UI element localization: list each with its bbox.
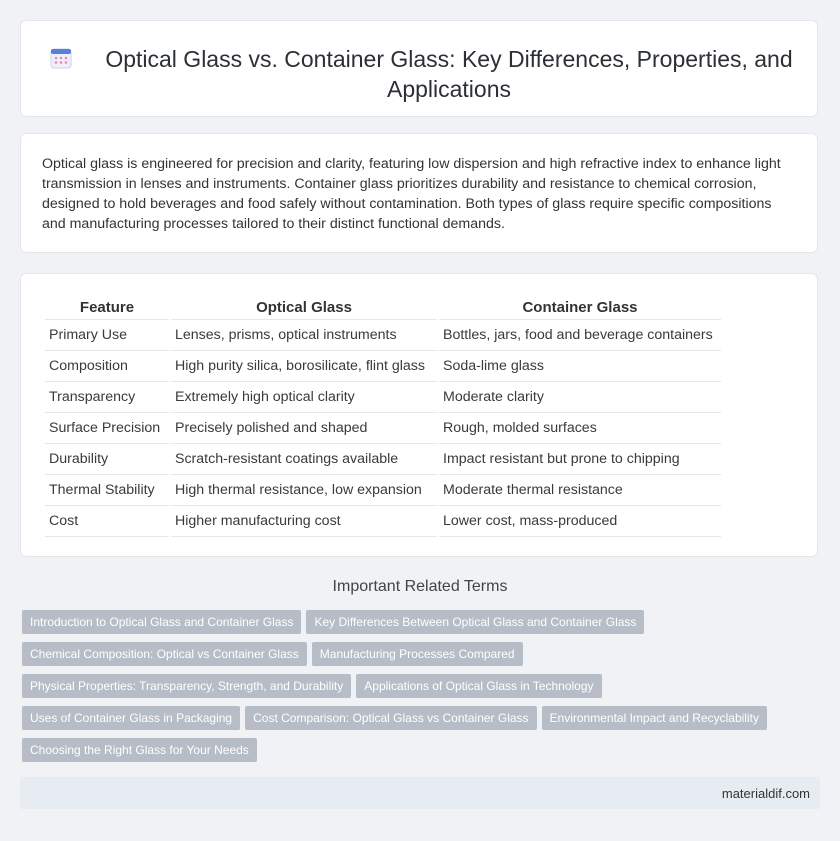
feature-cell: Surface Precision <box>45 413 169 444</box>
optical-cell: Scratch-resistant coatings available <box>171 444 437 475</box>
intro-text: Optical glass is engineered for precision and clarity, featuring low dispersion and high refractive index to enhance light transmission in lenses and instruments. Container glass prioritizes durability and resistance to chemical corrosion, designed to hold beverages and food safely without contamination. Both types of glass require specific compositions and manufacturing processes tailored to their distinct functional demands. <box>42 156 781 232</box>
optical-cell: High thermal resistance, low expansion <box>171 475 437 506</box>
header-container-glass: Container Glass <box>439 295 721 320</box>
container-cell: Moderate clarity <box>439 382 721 413</box>
calendar-icon <box>49 46 73 70</box>
related-term-tag[interactable]: Manufacturing Processes Compared <box>312 642 523 666</box>
intro-card <box>20 133 818 253</box>
container-cell: Rough, molded surfaces <box>439 413 721 444</box>
header-feature: Feature <box>45 295 169 320</box>
optical-cell: Extremely high optical clarity <box>171 382 437 413</box>
page-title: Optical Glass vs. Container Glass: Key Differences, Properties, and Applications <box>105 46 793 102</box>
table-row <box>45 444 721 475</box>
related-term-tag[interactable]: Environmental Impact and Recyclability <box>542 706 767 730</box>
table-row <box>45 506 721 537</box>
optical-cell: High purity silica, borosilicate, flint glass <box>171 351 437 382</box>
optical-cell: Precisely polished and shaped <box>171 413 437 444</box>
related-terms-list <box>22 610 802 770</box>
feature-cell: Cost <box>45 506 169 537</box>
related-term-tag[interactable]: Key Differences Between Optical Glass and Container Glass <box>306 610 644 634</box>
feature-cell: Transparency <box>45 382 169 413</box>
related-term-tag[interactable]: Applications of Optical Glass in Technology <box>356 674 601 698</box>
container-cell: Soda-lime glass <box>439 351 721 382</box>
table-row <box>45 413 721 444</box>
optical-cell: Lenses, prisms, optical instruments <box>171 320 437 351</box>
header-card <box>20 20 818 117</box>
comparison-table <box>43 295 723 537</box>
comparison-card <box>20 273 818 557</box>
container-cell: Bottles, jars, food and beverage containers <box>439 320 721 351</box>
container-cell: Lower cost, mass-produced <box>439 506 721 537</box>
table-row <box>45 351 721 382</box>
related-terms-title: Important Related Terms <box>332 578 508 595</box>
table-row <box>45 475 721 506</box>
optical-cell: Higher manufacturing cost <box>171 506 437 537</box>
footer <box>20 777 820 809</box>
feature-cell: Durability <box>45 444 169 475</box>
header-optical-glass: Optical Glass <box>171 295 437 320</box>
container-cell: Impact resistant but prone to chipping <box>439 444 721 475</box>
related-term-tag[interactable]: Introduction to Optical Glass and Container Glass <box>22 610 301 634</box>
table-row <box>45 382 721 413</box>
container-cell: Moderate thermal resistance <box>439 475 721 506</box>
footer-site-link[interactable]: materialdif.com <box>721 786 810 801</box>
table-row <box>45 320 721 351</box>
related-term-tag[interactable]: Cost Comparison: Optical Glass vs Container Glass <box>245 706 536 730</box>
feature-cell: Composition <box>45 351 169 382</box>
related-term-tag[interactable]: Chemical Composition: Optical vs Container Glass <box>22 642 307 666</box>
feature-cell: Thermal Stability <box>45 475 169 506</box>
table-header-row <box>45 295 721 320</box>
related-term-tag[interactable]: Choosing the Right Glass for Your Needs <box>22 738 257 762</box>
feature-cell: Primary Use <box>45 320 169 351</box>
related-term-tag[interactable]: Physical Properties: Transparency, Strength, and Durability <box>22 674 351 698</box>
related-term-tag[interactable]: Uses of Container Glass in Packaging <box>22 706 240 730</box>
